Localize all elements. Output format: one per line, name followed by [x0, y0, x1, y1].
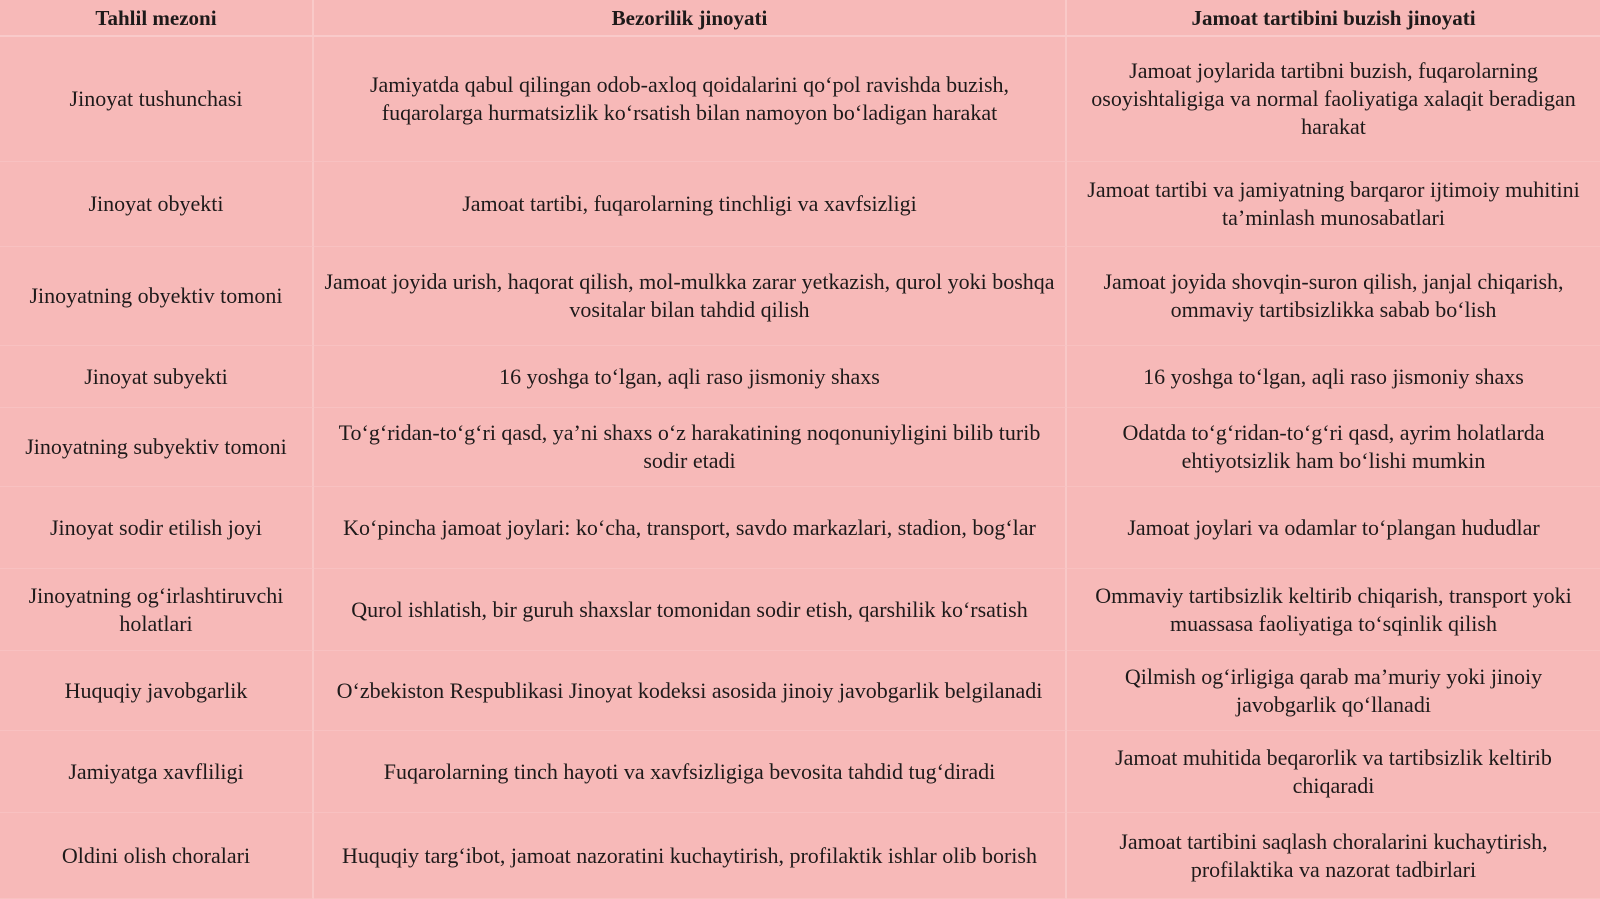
table-cell: 16 yoshga to‘lgan, aqli raso jismoniy shaxs	[1067, 346, 1600, 408]
row-label: Jinoyatning og‘irlashtiruvchi holatlari	[0, 569, 314, 651]
table-cell: Huquqiy targ‘ibot, jamoat nazoratini kuchaytirish, profilaktik ishlar olib borish	[314, 813, 1067, 899]
table-cell: Ko‘pincha jamoat joylari: ko‘cha, transport, savdo markazlari, stadion, bog‘lar	[314, 487, 1067, 569]
table-cell: 16 yoshga to‘lgan, aqli raso jismoniy shaxs	[314, 346, 1067, 408]
row-label: Huquqiy javobgarlik	[0, 651, 314, 731]
row-label: Jinoyat tushunchasi	[0, 37, 314, 162]
header-hooliganism: Bezorilik jinoyati	[314, 0, 1067, 37]
table-cell: Jamiyatda qabul qilingan odob-axloq qoidalarini qo‘pol ravishda buzish, fuqarolarga hurmatsizlik ko‘rsatish bilan namoyon bo‘ladigan harakat	[314, 37, 1067, 162]
row-label: Jinoyat sodir etilish joyi	[0, 487, 314, 569]
table-cell: Ommaviy tartibsizlik keltirib chiqarish, transport yoki muassasa faoliyatiga to‘sqinlik qilish	[1067, 569, 1600, 651]
table-cell: Jamoat muhitida beqarorlik va tartibsizlik keltirib chiqaradi	[1067, 731, 1600, 813]
table-cell: Jamoat tartibi, fuqarolarning tinchligi va xavfsizligi	[314, 162, 1067, 247]
table-cell: Qilmish og‘irligiga qarab ma’muriy yoki jinoiy javobgarlik qo‘llanadi	[1067, 651, 1600, 731]
table-cell: Jamoat joylari va odamlar to‘plangan hududlar	[1067, 487, 1600, 569]
table-cell: Fuqarolarning tinch hayoti va xavfsizligiga bevosita tahdid tug‘diradi	[314, 731, 1067, 813]
row-label: Jinoyatning subyektiv tomoni	[0, 408, 314, 487]
header-public-order: Jamoat tartibini buzish jinoyati	[1067, 0, 1600, 37]
row-label: Jinoyat subyekti	[0, 346, 314, 408]
table-cell: Qurol ishlatish, bir guruh shaxslar tomonidan sodir etish, qarshilik ko‘rsatish	[314, 569, 1067, 651]
table-cell: Jamoat tartibini saqlash choralarini kuchaytirish, profilaktika va nazorat tadbirlari	[1067, 813, 1600, 899]
row-label: Jamiyatga xavfliligi	[0, 731, 314, 813]
row-label: Jinoyatning obyektiv tomoni	[0, 247, 314, 346]
table-cell: Jamoat joylarida tartibni buzish, fuqarolarning osoyishtaligiga va normal faoliyatiga xalaqit beradigan harakat	[1067, 37, 1600, 162]
table-cell: To‘g‘ridan-to‘g‘ri qasd, ya’ni shaxs o‘z harakatining noqonuniyligini bilib turib sodir etadi	[314, 408, 1067, 487]
table-cell: O‘zbekiston Respublikasi Jinoyat kodeksi asosida jinoiy javobgarlik belgilanadi	[314, 651, 1067, 731]
header-criterion: Tahlil mezoni	[0, 0, 314, 37]
table-cell: Odatda to‘g‘ridan-to‘g‘ri qasd, ayrim holatlarda ehtiyotsizlik ham bo‘lishi mumkin	[1067, 408, 1600, 487]
row-label: Jinoyat obyekti	[0, 162, 314, 247]
table-cell: Jamoat tartibi va jamiyatning barqaror ijtimoiy muhitini ta’minlash munosabatlari	[1067, 162, 1600, 247]
table-cell: Jamoat joyida shovqin-suron qilish, janjal chiqarish, ommaviy tartibsizlikka sabab bo‘lish	[1067, 247, 1600, 346]
table-cell: Jamoat joyida urish, haqorat qilish, mol-mulkka zarar yetkazish, qurol yoki boshqa vositalar bilan tahdid qilish	[314, 247, 1067, 346]
row-label: Oldini olish choralari	[0, 813, 314, 899]
